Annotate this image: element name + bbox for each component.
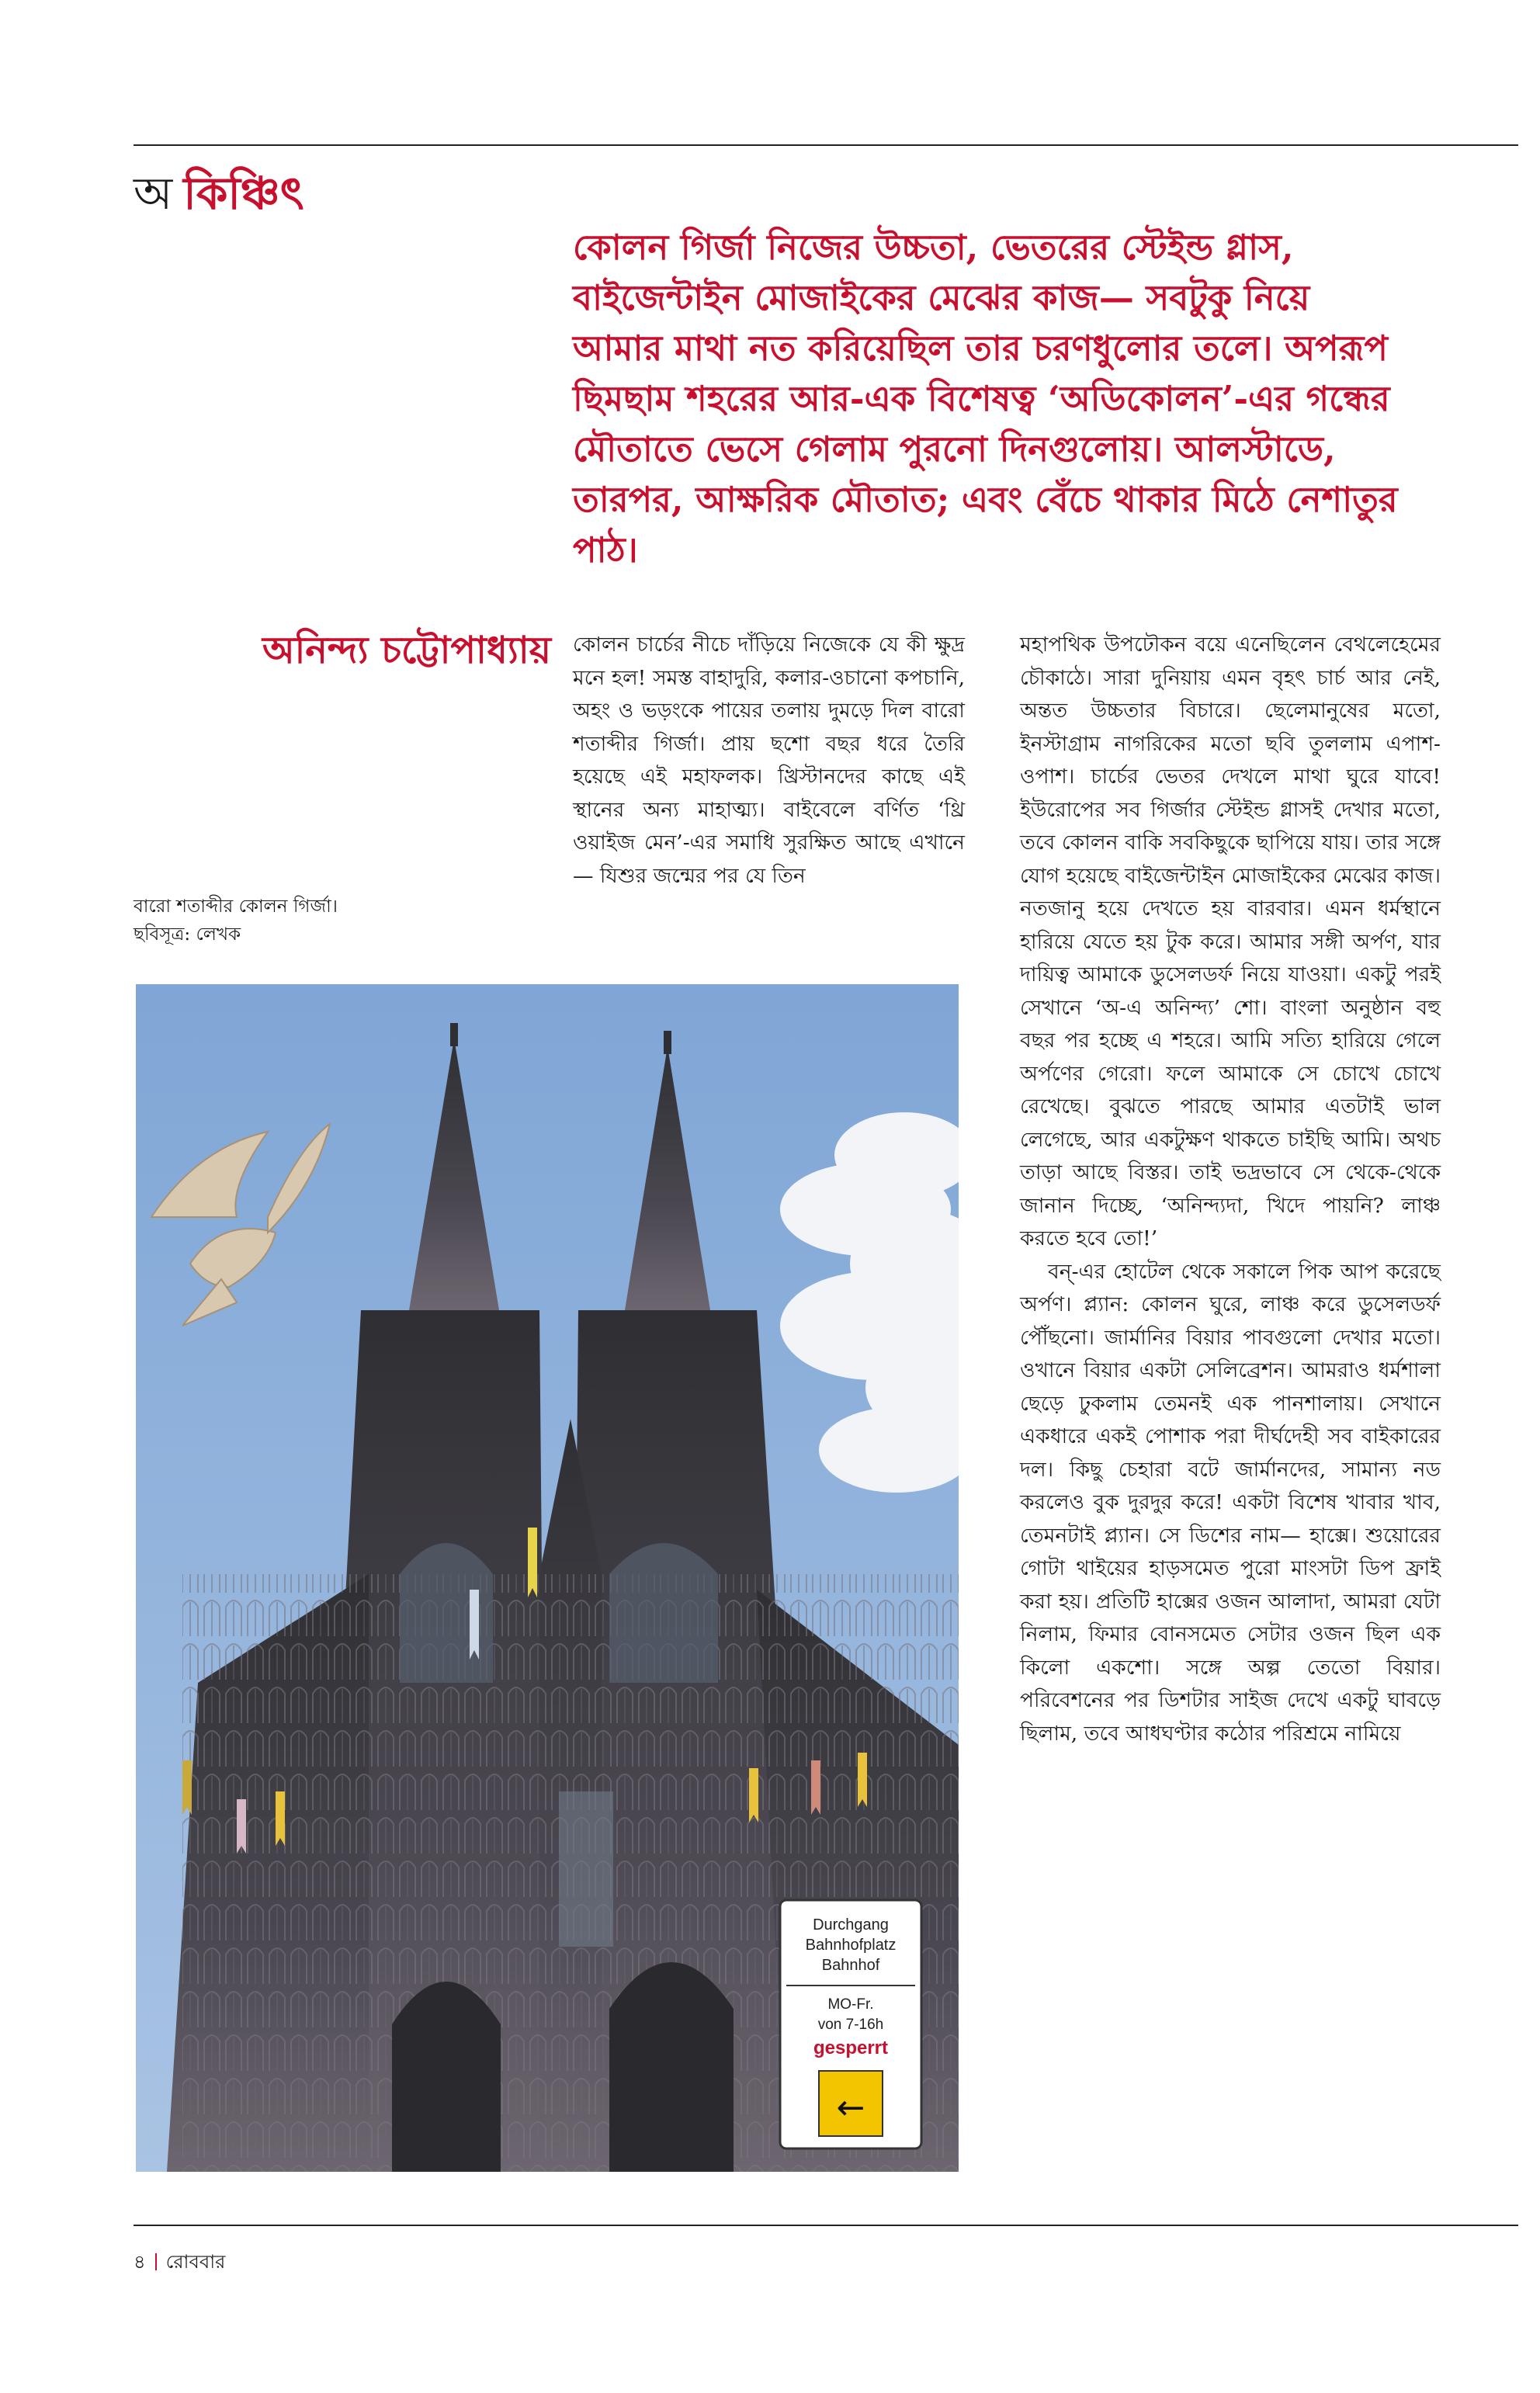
street-sign bbox=[780, 1900, 921, 2148]
body-column-1 bbox=[573, 629, 965, 893]
sign-text: Bahnhof bbox=[821, 1957, 880, 1974]
caption-line: ছবিসূত্র: লেখক bbox=[134, 924, 241, 945]
body-paragraph: বন্-এর হোটেল থেকে সকালে পিক আপ করেছে অর্পণ। প্ল্যান: কোলন ঘুরে, লাঞ্চ করে ডুসেলডর্ফ পৌঁছনো। জার্মানির বিয়ার পাবগুলো দেখার মতো। ওখানে বিয়ার একটা সেলিব্রেশন। আমরাও ধর্মশালা ছেড়ে ঢুকলাম তেমনই এক পানশালায়। সেখানে একধারে একই পোশাক পরা দীর্ঘদেহী সব বাইকারের দল। কিছু চেহারা বটে জার্মানদের, সামান্য নড করলেও বুক দুরদুর করে! একটা বিশেষ খাবার খাব, তেমনটাই প্ল্যান। সে ডিশের নাম— হাক্সে। শুয়োরের গোটা থাইয়ের হাড়সমেত পুরো মাংসটা ডিপ ফ্রাই করা হয়। প্রতিটি হাক্সের ওজন আলাদা, আমরা যেটা নিলাম, ফিমার বোনসমেত সেটার ওজন ছিল এক কিলো একশো। সঙ্গে অল্প তেতো বিয়ার। পরিবেশনের পর ডিশটার সাইজ দেখে একটু ঘাবড়ে ছিলাম, তবে আধঘণ্টার কঠোর পরিশ্রমে নামিয়ে bbox=[1020, 1259, 1441, 1746]
top-rule bbox=[134, 144, 1518, 146]
pull-quote bbox=[573, 222, 1411, 575]
footer-divider bbox=[155, 2253, 157, 2270]
left-portal bbox=[392, 1982, 501, 2172]
sign-text: von 7-16h bbox=[817, 2017, 884, 2033]
publication-name: রোববার bbox=[165, 2251, 226, 2273]
sign-text: MO-Fr. bbox=[827, 1996, 874, 2013]
right-portal bbox=[609, 1962, 734, 2172]
sign-text: Durchgang bbox=[813, 1916, 889, 1933]
cathedral-illustration bbox=[136, 984, 959, 2172]
sign-text: Bahnhofplatz bbox=[805, 1937, 897, 1954]
body-paragraph: কোলন চার্চের নীচে দাঁড়িয়ে নিজেকে যে কী ক্ষুদ্র মনে হল! সমস্ত বাহাদুরি, কলার-ওচানো কপচানি, অহং ও ভড়ংকে পায়ের তলায় দুমড়ে দিল বারো শতাব্দীর গির্জা। প্রায় ছশো বছর ধরে তৈরি হয়েছে এই মহাফলক। খ্রিস্টানদের কাছে এই স্থানের অন্য মাহাত্ম্য। বাইবেলে বর্ণিত ‘থ্রি ওয়াইজ মেন’-এর সমাধি সুরক্ষিত আছে এখানে— যিশুর জন্মের পর যে তিন bbox=[573, 633, 965, 888]
photo-caption bbox=[134, 893, 413, 949]
caption-line: বারো শতাব্দীর কোলন গির্জা। bbox=[134, 897, 338, 917]
section-prefix: অ bbox=[134, 167, 173, 220]
sign-text: gesperrt bbox=[813, 2038, 889, 2058]
section-heading bbox=[134, 169, 304, 219]
bottom-rule bbox=[134, 2225, 1518, 2226]
body-column-2 bbox=[1020, 629, 1441, 1750]
pull-quote-text: কোলন গির্জা নিজের উচ্চতা, ভেতরের স্টেইন্ড গ্লাস, বাইজেন্টাইন মোজাইকের মেঝের কাজ— সবটুকু নিয়ে আমার মাথা নত করিয়েছিল তার চরণধুলোর তলে। অপরূপ ছিমছাম শহরের আর-এক বিশেষত্ব ‘অডিকোলন’-এর গন্ধের মৌতাতে ভেসে গেলাম পুরনো দিনগুলোয়। আলস্টাডে, তারপর, আক্ষরিক মৌতাত; এবং বেঁচে থাকার মিঠে নেশাতুর পাঠ। bbox=[573, 227, 1398, 571]
page-number: ৪ bbox=[134, 2251, 146, 2273]
section-name: কিঞ্চিৎ bbox=[183, 167, 304, 220]
left-arrow-icon: ← bbox=[836, 2088, 865, 2128]
byline: অনিন্দ্য চট্টোপাধ্যায় bbox=[262, 629, 551, 672]
cathedral-photo bbox=[136, 984, 959, 2172]
page-footer bbox=[134, 2248, 225, 2279]
body-paragraph: মহাপথিক উপঢৌকন বয়ে এনেছিলেন বেথলেহেমের চৌকাঠে। সারা দুনিয়ায় এমন বৃহৎ চার্চ আর নেই, অন্তত উচ্চতার বিচারে। ছেলেমানুষের মতো, ইনস্টাগ্রাম নাগরিকের মতো ছবি তুললাম এপাশ-ওপাশ। চার্চের ভেতর দেখলে মাথা ঘুরে যাবে! ইউরোপের সব গির্জার স্টেইন্ড গ্লাসই দেখার মতো, তবে কোলন বাকি সবকিছুকে ছাপিয়ে যায়। তার সঙ্গে যোগ হয়েছে বাইজেন্টাইন মোজাইকের মেঝের কাজ। নতজানু হয়ে দেখতে হয় বারবার। এমন ধর্মস্থানে হারিয়ে যেতে হয় টুক করে। আমার সঙ্গী অর্পণ, যার দায়িত্ব আমাকে ডুসেলডর্ফ নিয়ে যাওয়া। একটু পরই সেখানে ‘অ-এ অনিন্দ্য’ শো। বাংলা অনুষ্ঠান বহু বছর পর হচ্ছে এ শহরে। আমি সত্যি হারিয়ে গেলে অর্পণের গেরো। ফলে আমাকে সে চোখে চোখে রেখেছে। বুঝতে পারছে আমার এতটাই ভাল লেগেছে, আর একটুক্ষণ থাকতে চাইছি আমি। অথচ তাড়া আছে বিস্তর। তাই ভদ্রভাবে সে থেকে-থেকে জানান দিচ্ছে, ‘অনিন্দ্যদা, খিদে পায়নি? লাঞ্চ করতে হবে তো!’ bbox=[1020, 633, 1441, 1250]
